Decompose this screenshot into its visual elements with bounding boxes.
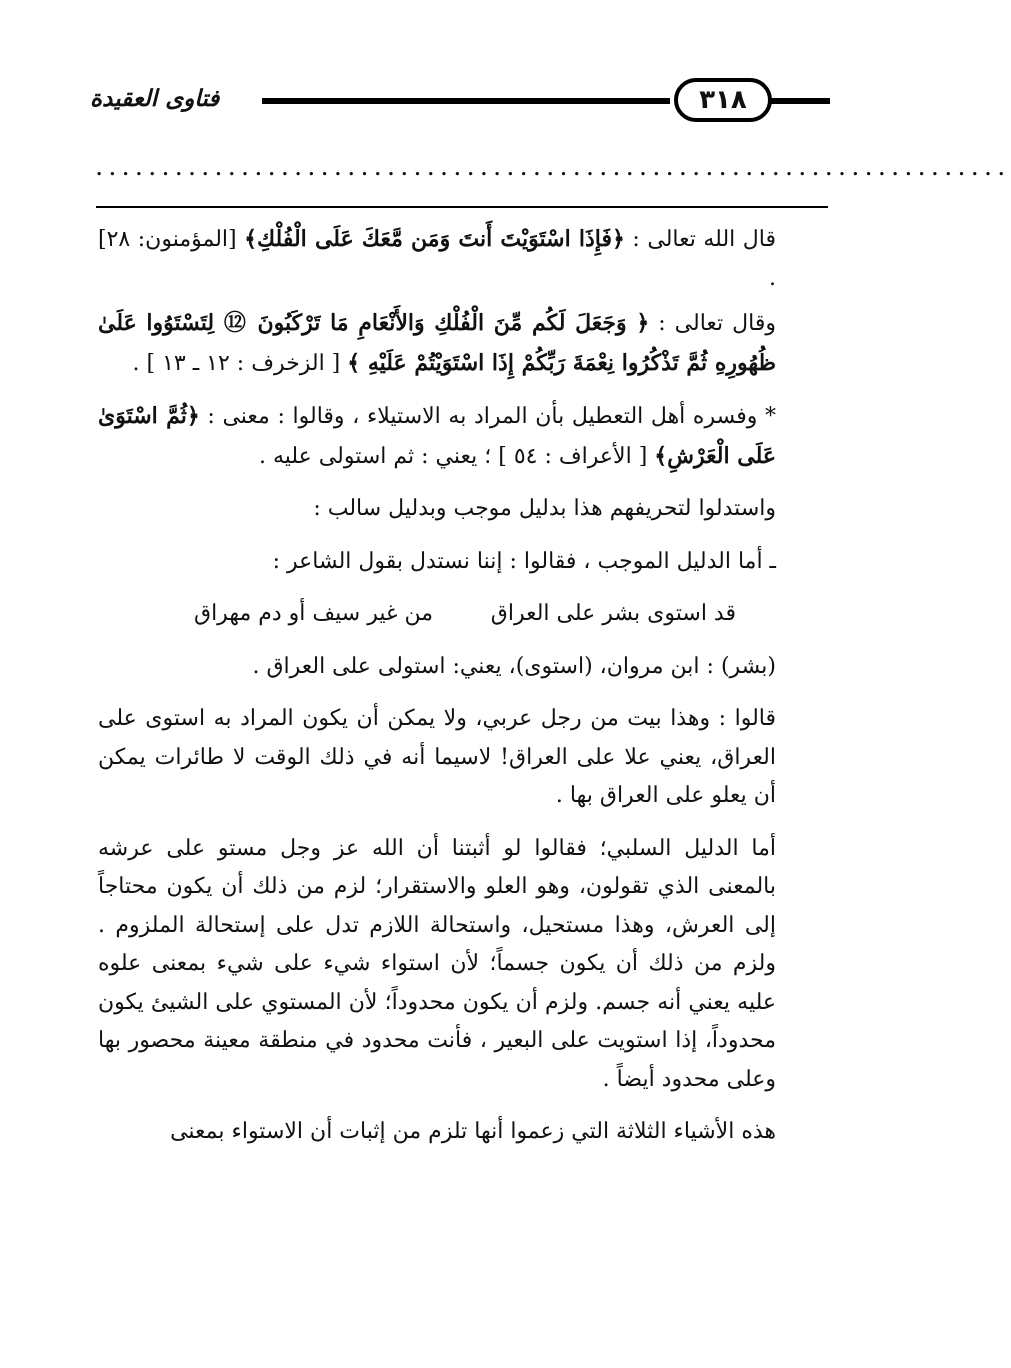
quran-verse: ﴿ثُمَّ اسْتَوَىٰ عَلَى الْعَرْشِ﴾ xyxy=(98,403,776,469)
verse-intro: * وفسره أهل التعطيل بأن المراد به الاستيلاء ، وقالوا : معنى : xyxy=(199,404,777,429)
verse-intro: وقال تعالى : xyxy=(649,311,776,336)
argument-intro: واستدلوا لتحريفهم هذا بدليل موجب وبدليل سالب : xyxy=(313,496,776,521)
paragraph-verse-1 xyxy=(98,220,832,298)
book-title: فتاوى العقيدة xyxy=(90,86,220,112)
positive-evidence-intro: ـ أما الدليل الموجب ، فقالوا : إننا نستدل بقول الشاعر : xyxy=(272,548,776,574)
quran-verse: ﴿ وَجَعَلَ لَكُم مِّنَ الْفُلْكِ وَالأَنْعَامِ مَا تَرْكَبُونَ ⑫ لِتَسْتَوُوا عَلَىٰ ظُهُورِهِ ثُمَّ تَذْكُرُوا نِعْمَةَ رَبِّكُمْ إِذَا اسْتَوَيْتُمْ عَلَيْهِ ﴾ xyxy=(98,310,776,376)
page-number-badge: ٣١٨ xyxy=(674,78,772,122)
verse-citation: [ الأعراف : ٥٤ ] ؛ يعني : ثم استولى عليه . xyxy=(258,443,655,469)
paragraph-verse-3 xyxy=(98,397,832,476)
poem-verse xyxy=(98,595,832,634)
verse-citation: [ الزخرف : ١٢ ـ ١٣ ] . xyxy=(132,350,348,376)
body-paragraph-1: قالوا : وهذا بيت من رجل عربي، ولا يمكن أن يكون المراد به استوى على العراق، يعني علا على العراق! لاسيما أنه في ذلك الوقت لا طائرات يمكن أن يعلو على العراق بها . xyxy=(98,706,776,808)
verse-citation: [المؤمنون: ٢٨] . xyxy=(98,227,776,291)
section-rule xyxy=(96,206,828,208)
body-paragraph-2: أما الدليل السلبي؛ فقالوا لو أثبتنا أن الله عز وجل مستو على عرشه بالمعنى الذي تقولون، وهو العلو والاستقرار؛ لزم من ذلك أن يكون محتاجاً إلى العرش، وهذا مستحيل، واستحالة اللازم تدل على إستحالة الملزوم . ولزم من ذلك أن يكون جسماً؛ لأن استواء شيء على شيء بمعنى علوه عليه يعني أنه جسم. ولزم أن يكون محدوداً؛ لأن المستوي على الشيئ يكون محدوداً، إذا استويت على البعير ، فأنت محدود في منطقة معينة محصور بها وعلى محدود أيضاً . xyxy=(98,835,776,1092)
verse-intro: قال الله تعالى : xyxy=(624,227,776,252)
header-rule-end xyxy=(768,98,830,104)
page-body xyxy=(98,220,832,1152)
header-rule xyxy=(262,98,670,104)
paragraph-verse-2 xyxy=(98,304,832,383)
body-paragraph-3: هذه الأشياء الثلاثة التي زعموا أنها تلزم من إثبات أن الاستواء بمعنى xyxy=(170,1119,776,1144)
quran-verse: ﴿فَإِذَا اسْتَوَيْتَ أَنتَ وَمَن مَّعَكَ عَلَى الْفُلْكِ﴾ xyxy=(244,226,625,252)
poem-second-half: من غير سيف أو دم مهراق xyxy=(194,601,434,626)
poem-first-half: قد استوى بشر على العراق xyxy=(490,601,736,626)
page-header xyxy=(90,78,830,128)
dotted-separator: ..................................................................... xyxy=(96,159,1011,180)
poem-note: (بشر) : ابن مروان، (استوى)، يعني: استولى على العراق . xyxy=(252,653,776,679)
